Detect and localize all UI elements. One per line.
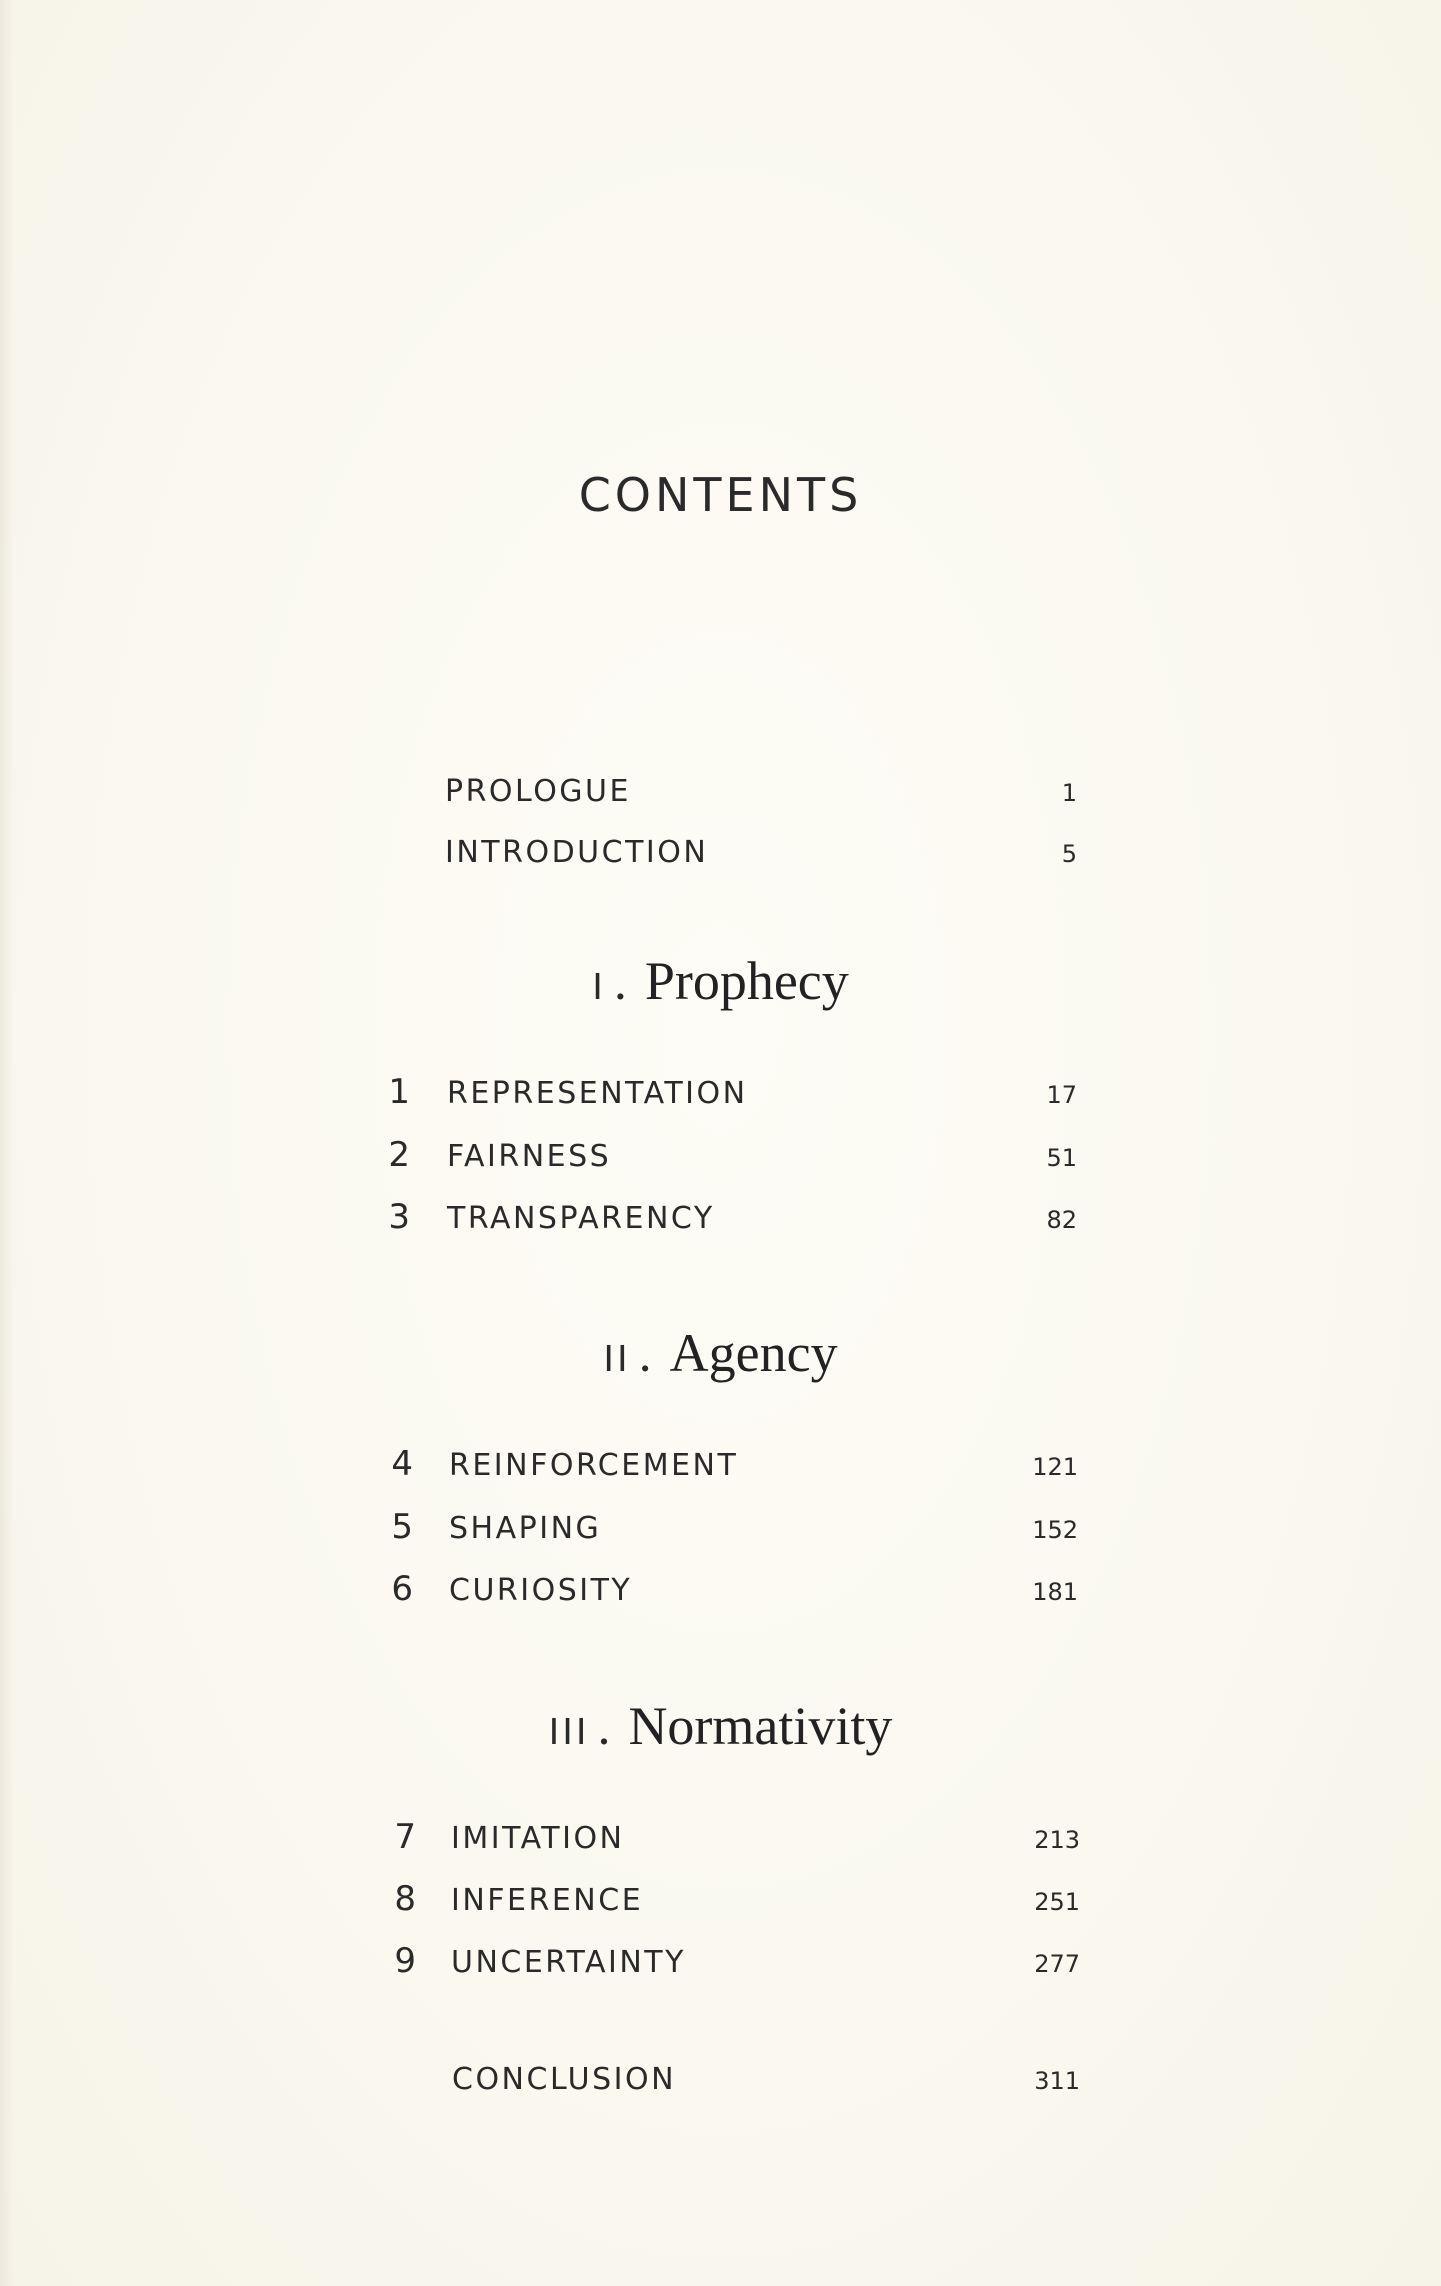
part-dot: . [638,1326,652,1383]
part-numeral: III [548,1712,590,1753]
toc-entry-label: INTRODUCTION [445,835,709,870]
chapter-page: 251 [1034,1888,1080,1916]
chapter-page: 181 [1032,1578,1078,1606]
contents-heading: CONTENTS [578,468,863,522]
chapter-page: 51 [1046,1144,1077,1172]
toc-entry-chapter-9 [0,1933,1441,1993]
toc-entry-chapter-8 [0,1871,1441,1931]
part-numeral: II [603,1339,631,1380]
part-heading-2 [0,1322,1441,1392]
chapter-label: REINFORCEMENT [449,1448,739,1483]
part-title: Normativity [628,1696,893,1756]
chapter-page: 82 [1046,1206,1077,1234]
part-heading-1 [0,950,1441,1020]
toc-entry-chapter-5 [0,1499,1441,1559]
chapter-page: 17 [1046,1081,1077,1109]
chapter-label: TRANSPARENCY [447,1201,715,1236]
toc-entry-chapter-6 [0,1561,1441,1621]
chapter-label: INFERENCE [451,1883,644,1918]
chapter-page: 277 [1034,1950,1080,1978]
toc-entry-chapter-1 [0,1064,1441,1124]
chapter-page: 213 [1034,1826,1080,1854]
chapter-number: 6 [391,1569,413,1609]
chapter-number: 1 [388,1072,410,1112]
toc-entry-page: 5 [1061,840,1077,868]
toc-entry-chapter-7 [0,1809,1441,1869]
chapter-number: 8 [394,1879,416,1919]
chapter-number: 9 [394,1941,416,1981]
part-title: Prophecy [644,951,849,1011]
chapter-label: UNCERTAINTY [451,1945,686,1980]
chapter-number: 5 [391,1507,413,1547]
chapter-number: 3 [388,1197,410,1237]
toc-entry-page: 311 [1034,2067,1080,2095]
part-dot: . [597,1699,611,1756]
chapter-label: SHAPING [449,1511,602,1546]
toc-entry-page: 1 [1061,779,1077,807]
chapter-label: REPRESENTATION [447,1076,748,1111]
toc-entry-introduction [0,823,1441,883]
chapter-page: 152 [1032,1516,1078,1544]
part-numeral: I [592,967,606,1008]
chapter-page: 121 [1032,1453,1078,1481]
chapter-label: IMITATION [451,1821,625,1856]
part-title: Agency [669,1323,838,1383]
toc-entry-label: CONCLUSION [452,2062,677,2097]
toc-entry-conclusion [0,2050,1441,2110]
part-dot: . [613,954,627,1011]
chapter-label: CURIOSITY [449,1573,633,1608]
toc-entry-chapter-2 [0,1127,1441,1187]
toc-entry-label: PROLOGUE [445,774,631,809]
chapter-number: 4 [391,1444,413,1484]
toc-entry-chapter-4 [0,1436,1441,1496]
chapter-label: FAIRNESS [447,1139,612,1174]
chapter-number: 2 [388,1135,410,1175]
toc-entry-prologue [0,762,1441,822]
chapter-number: 7 [394,1817,416,1857]
part-heading-3 [0,1695,1441,1765]
toc-entry-chapter-3 [0,1189,1441,1249]
